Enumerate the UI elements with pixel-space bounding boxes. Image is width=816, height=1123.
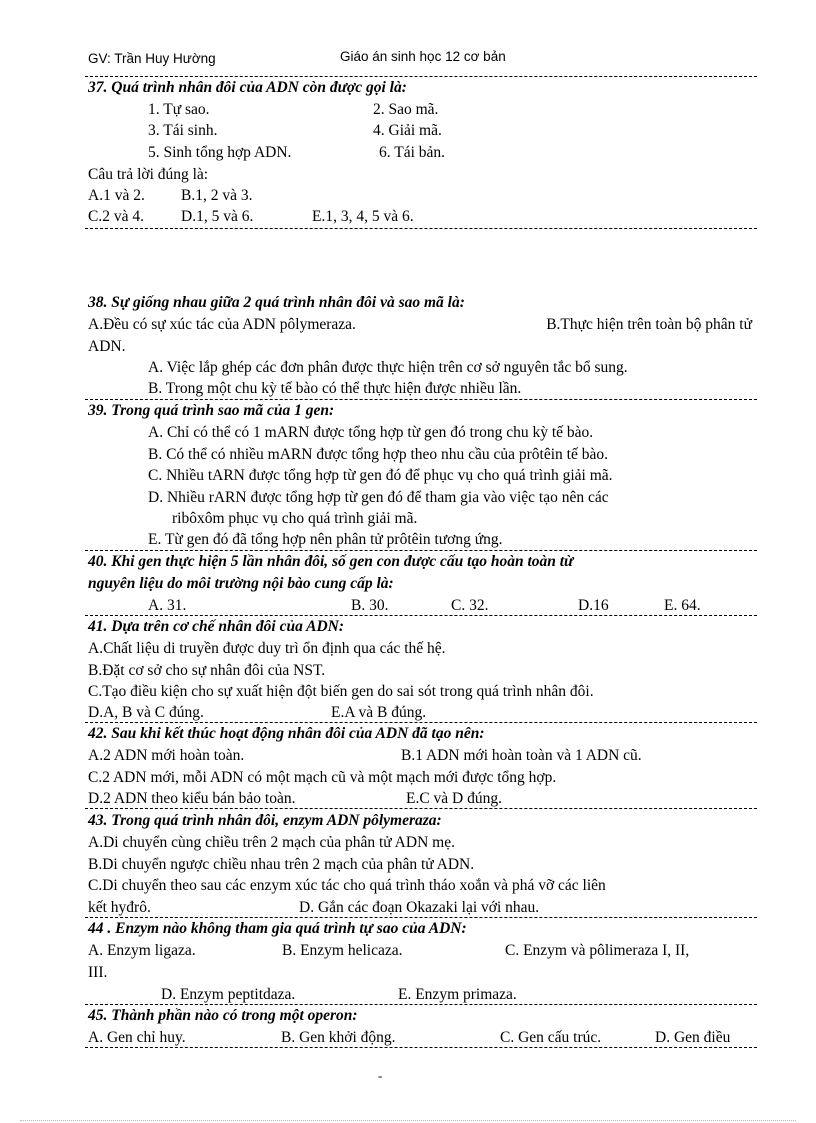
q44-title: 44 . Enzym nào không tham gia quá trình tự sao của ADN: <box>88 920 467 937</box>
q42-option-e: E.C và D đúng. <box>406 790 503 807</box>
q37-answer-d: D.1, 5 và 6. <box>181 208 254 225</box>
q43-option-c: C.Di chuyển theo sau các enzym xúc tác cho quá trình tháo xoắn và phá vỡ các liên <box>88 877 606 894</box>
header-divider <box>85 76 757 77</box>
q44-option-b: B. Enzym helicaza. <box>282 942 403 959</box>
q41-option-e: E.A và B đúng. <box>331 704 427 721</box>
q38-option-b: B.Thực hiện trên toàn bộ phân tử <box>546 316 752 333</box>
q39-option-d-cont: ribôxôm phục vụ cho quá trình giải mã. <box>172 510 418 527</box>
q37-answer-b: B.1, 2 và 3. <box>181 187 253 204</box>
divider <box>85 228 757 229</box>
q43-option-d: D. Gắn các đoạn Okazaki lại với nhau. <box>299 899 540 916</box>
q45-title: 45. Thành phần nào có trong một operon: <box>88 1007 358 1024</box>
q39-option-c: C. Nhiều tARN được tổng hợp từ gen đó để phục vụ cho quá trình giải mã. <box>148 467 613 484</box>
q40-title-line2: nguyên liệu do môi trường nội bào cung cấp là: <box>88 575 394 592</box>
divider <box>85 615 757 616</box>
author-label: GV: Trần Huy Hường <box>88 51 216 66</box>
divider <box>85 808 757 809</box>
q42-option-a: A.2 ADN mới hoàn toàn. <box>88 747 245 764</box>
q43-title: 43. Trong quá trình nhân đôi, enzym ADN pôlymeraza: <box>88 812 442 829</box>
q44-option-c: C. Enzym và pôlimeraza I, II, <box>505 942 690 959</box>
q45-option-c: C. Gen cấu trúc. <box>500 1029 602 1046</box>
q42-title: 42. Sau khi kết thúc hoạt động nhân đôi của ADN đã tạo nên: <box>88 725 485 742</box>
q45-option-a: A. Gen chỉ huy. <box>88 1029 186 1046</box>
q37-option-2: 2. Sao mã. <box>373 101 439 118</box>
page-header <box>88 49 756 69</box>
divider <box>85 917 757 918</box>
divider <box>85 399 757 400</box>
q42-option-c: C.2 ADN mới, mỗi ADN có một mạch cũ và một mạch mới được tổng hợp. <box>88 769 557 786</box>
q39-option-b: B. Có thể có nhiều mARN được tổng hợp theo nhu cầu của prôtêin tế bào. <box>148 446 608 463</box>
subject-label: Giáo án sinh học 12 cơ bản <box>340 49 506 64</box>
q40-option-e: E. 64. <box>664 597 701 614</box>
q40-option-a: A. 31. <box>148 597 187 614</box>
q44-option-d: D. Enzym peptitdaza. <box>161 986 296 1003</box>
q44-option-a: A. Enzym ligaza. <box>88 942 196 959</box>
q40-title-line1: 40. Khi gen thực hiện 5 lần nhân đôi, số gen con được cấu tạo hoàn toàn từ <box>88 553 574 570</box>
divider <box>85 1047 757 1048</box>
q37-option-1: 1. Tự sao. <box>148 101 210 118</box>
q40-option-c: C. 32. <box>451 597 489 614</box>
q41-option-a: A.Chất liệu di truyền được duy trì ổn định qua các thế hệ. <box>88 640 446 657</box>
q37-answer-e: E.1, 3, 4, 5 và 6. <box>312 208 414 225</box>
q45-option-d: D. Gen điều <box>655 1029 731 1046</box>
q44-option-c-cont: III. <box>88 964 108 981</box>
page-footer-mark: - <box>378 1068 383 1083</box>
q39-title: 39. Trong quá trình sao mã của 1 gen: <box>88 402 335 419</box>
divider <box>85 1004 757 1005</box>
q37-option-3: 3. Tái sinh. <box>148 122 218 139</box>
q42-option-d: D.2 ADN theo kiểu bán bảo toàn. <box>88 790 296 807</box>
q37-option-4: 4. Giải mã. <box>373 122 442 139</box>
q37-option-5: 5. Sinh tổng hợp ADN. <box>148 144 292 161</box>
q41-option-d: D.A, B và C đúng. <box>88 704 204 721</box>
q39-option-d <box>148 488 752 508</box>
q37-title: 37. Quá trình nhân đôi của ADN còn được gọi là: <box>88 79 407 96</box>
q43-option-b: B.Di chuyển ngược chiều nhau trên 2 mạch của phân tử ADN. <box>88 856 475 873</box>
page-bottom-border <box>20 1120 796 1121</box>
q38-option-a: A.Đều có sự xúc tác của ADN pôlymeraza. <box>88 316 356 333</box>
divider <box>85 722 757 723</box>
q43-option-a: A.Di chuyển cùng chiều trên 2 mạch của phân tử ADN mẹ. <box>88 834 455 851</box>
q41-title: 41. Dựa trên cơ chế nhân đôi của ADN: <box>88 618 344 635</box>
q43-option-c-cont: kết hyđrô. <box>88 899 151 916</box>
q40-option-b: B. 30. <box>351 597 389 614</box>
q39-option-d-text: D. Nhiều rARN được tổng hợp từ gen đó để tham gia vào việc tạo nên các <box>148 489 609 506</box>
q38-option-b-cont: ADN. <box>88 338 126 355</box>
q37-answer-c: C.2 và 4. <box>88 208 144 225</box>
q42-option-b: B.1 ADN mới hoàn toàn và 1 ADN cũ. <box>401 747 642 764</box>
q40-option-d: D.16 <box>578 597 609 614</box>
q38-option-c: A. Việc lắp ghép các đơn phân được thực hiện trên cơ sở nguyên tắc bổ sung. <box>148 359 628 376</box>
q37-answer-a: A.1 và 2. <box>88 187 145 204</box>
q37-prompt: Câu trả lời đúng là: <box>88 166 209 183</box>
q39-option-a: A. Chỉ có thể có 1 mARN được tổng hợp từ gen đó trong chu kỳ tế bào. <box>148 424 594 441</box>
q41-option-b: B.Đặt cơ sở cho sự nhân đôi của NST. <box>88 662 326 679</box>
q45-option-b: B. Gen khởi động. <box>281 1029 396 1046</box>
q44-option-e: E. Enzym primaza. <box>398 986 517 1003</box>
q38-row-ab <box>88 315 752 335</box>
divider <box>85 550 757 551</box>
q39-option-e: E. Từ gen đó đã tổng hợp nên phân tử prôtêin tương ứng. <box>148 531 503 548</box>
q38-option-d: B. Trong một chu kỳ tế bào có thể thực hiện được nhiều lần. <box>148 380 522 397</box>
q38-title: 38. Sự giống nhau giữa 2 quá trình nhân đôi và sao mã là: <box>88 294 465 311</box>
q37-option-6: 6. Tái bản. <box>379 144 446 161</box>
q41-option-c: C.Tạo điều kiện cho sự xuất hiện đột biến gen do sai sót trong quá trình nhân đôi. <box>88 683 594 700</box>
